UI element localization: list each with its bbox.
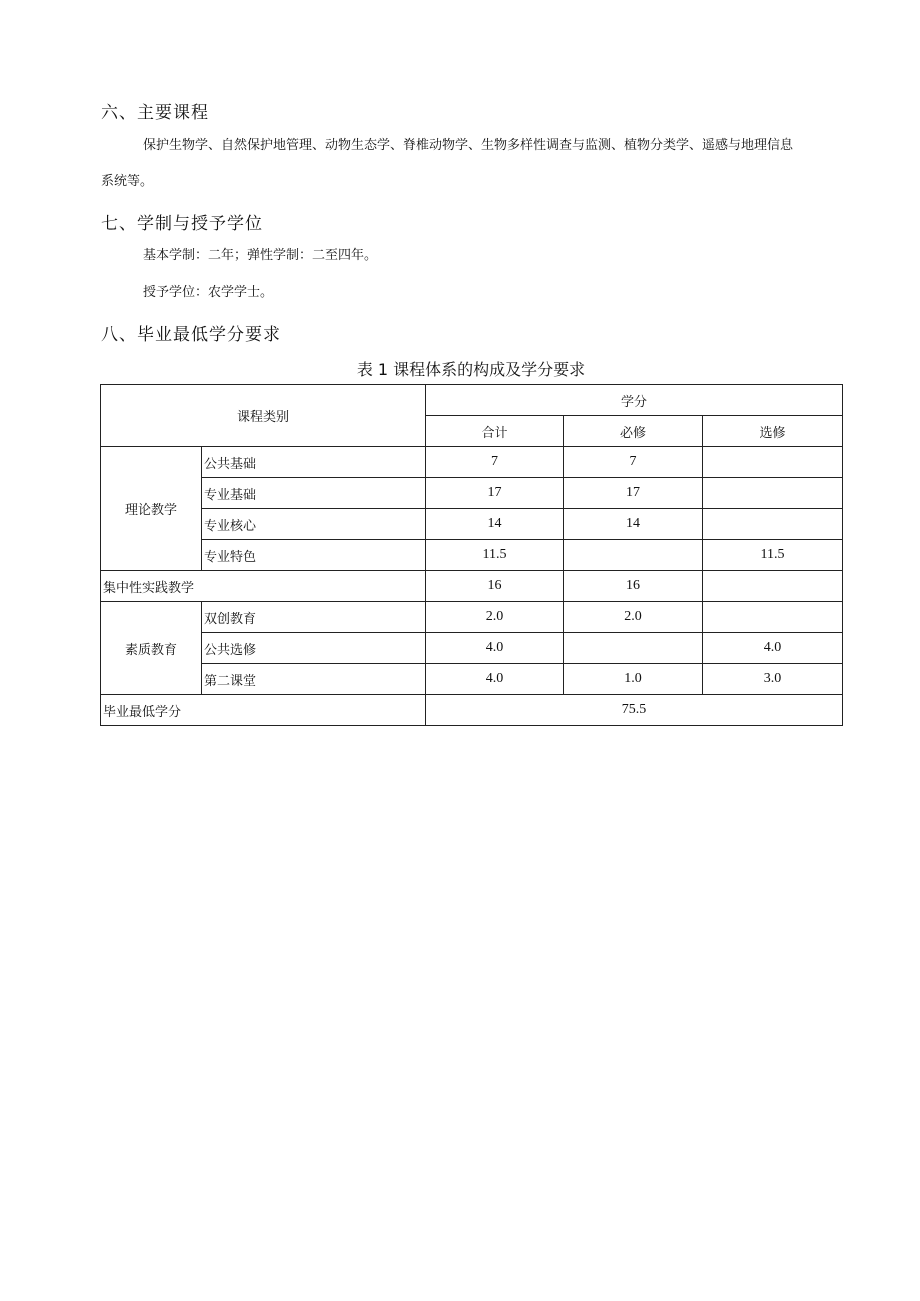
- cell-elective: [703, 602, 843, 633]
- table-row: [101, 664, 843, 695]
- study-duration-text: 基本学制：二年；弹性学制：二至四年。: [143, 248, 378, 263]
- row-name: 公共基础: [202, 447, 426, 478]
- cell-elective: [703, 478, 843, 509]
- group-practice: 集中性实践教学: [101, 571, 426, 602]
- cell-total: 14: [426, 509, 564, 540]
- group-theory: 理论教学: [101, 447, 202, 571]
- degree-text: 授予学位：农学学士。: [143, 285, 274, 300]
- section-eight-heading: 八、毕业最低学分要求: [101, 325, 281, 345]
- graduation-label: 毕业最低学分: [101, 695, 426, 726]
- table-row: [101, 633, 843, 664]
- cell-required: [564, 540, 703, 571]
- cell-total: 7: [426, 447, 564, 478]
- header-required: 必修: [564, 416, 703, 447]
- cell-required: 1.0: [564, 664, 703, 695]
- cell-total: 4.0: [426, 664, 564, 695]
- cell-elective: 4.0: [703, 633, 843, 664]
- cell-elective: [703, 571, 843, 602]
- group-quality: 素质教育: [101, 602, 202, 695]
- header-course-category: 课程类别: [101, 385, 426, 447]
- graduation-total: 75.5: [426, 695, 843, 726]
- cell-total: 17: [426, 478, 564, 509]
- cell-total: 11.5: [426, 540, 564, 571]
- table-row: [101, 571, 843, 602]
- table-caption: 表 1 课程体系的构成及学分要求: [356, 360, 586, 379]
- credit-requirements-table: [100, 384, 843, 726]
- table-header-row: [101, 385, 843, 416]
- table-row: [101, 509, 843, 540]
- row-name: 第二课堂: [202, 664, 426, 695]
- cell-required: 7: [564, 447, 703, 478]
- section-six-courses-line2: 系统等。: [101, 174, 154, 189]
- row-name: 专业特色: [202, 540, 426, 571]
- header-total: 合计: [426, 416, 564, 447]
- section-seven-heading: 七、学制与授予学位: [101, 214, 263, 234]
- row-name: 公共选修: [202, 633, 426, 664]
- cell-required: 16: [564, 571, 703, 602]
- graduation-row: [101, 695, 843, 726]
- cell-elective: 11.5: [703, 540, 843, 571]
- table-row: [101, 540, 843, 571]
- header-elective: 选修: [703, 416, 843, 447]
- cell-required: [564, 633, 703, 664]
- cell-required: 17: [564, 478, 703, 509]
- cell-total: 4.0: [426, 633, 564, 664]
- section-six-courses-line1: 保护生物学、自然保护地管理、动物生态学、脊椎动物学、生物多样性调查与监测、植物分类学、遥感与地理信息: [143, 138, 794, 153]
- row-name: 专业基础: [202, 478, 426, 509]
- cell-total: 16: [426, 571, 564, 602]
- cell-elective: 3.0: [703, 664, 843, 695]
- cell-elective: [703, 509, 843, 540]
- cell-required: 2.0: [564, 602, 703, 633]
- table-row: [101, 447, 843, 478]
- row-name: 专业核心: [202, 509, 426, 540]
- cell-required: 14: [564, 509, 703, 540]
- cell-elective: [703, 447, 843, 478]
- header-credits: 学分: [426, 385, 843, 416]
- cell-total: 2.0: [426, 602, 564, 633]
- section-six-heading: 六、主要课程: [101, 103, 209, 123]
- row-name: 双创教育: [202, 602, 426, 633]
- table-row: [101, 602, 843, 633]
- table-row: [101, 478, 843, 509]
